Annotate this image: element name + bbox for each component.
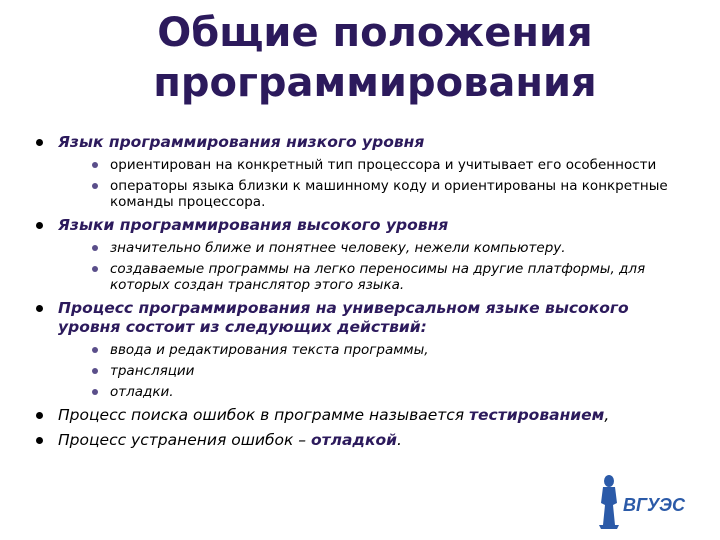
sub-bullet: ориентирован на конкретный тип процессора и учитывает его особенности [80, 157, 696, 173]
sub-bullet: операторы языка близки к машинному коду и ориентированы на конкретные команды процессора. [80, 178, 696, 210]
bullet-testing [36, 406, 696, 425]
bullet-text-end: , [604, 406, 610, 424]
bullet-heading: Процесс программирования на универсальном языке высокого уровня состоит из следующих действий: [58, 299, 629, 336]
sub-bullet: ввода и редактирования текста программы, [80, 342, 696, 358]
bullet-heading: Язык программирования низкого уровня [58, 133, 425, 151]
sub-list [58, 342, 696, 400]
sub-list [58, 157, 696, 210]
bullet-debugging [36, 431, 696, 450]
bullet-programming-process [36, 299, 696, 400]
bullet-heading: Языки программирования высокого уровня [58, 216, 449, 234]
vgues-logo-icon [597, 473, 693, 531]
sub-bullet: отладки. [80, 384, 696, 400]
sub-bullet: значительно ближе и понятнее человеку, нежели компьютеру. [80, 240, 696, 256]
bullet-highlight: тестированием [469, 406, 605, 424]
slide-content [36, 133, 696, 456]
bullet-high-level-languages [36, 216, 696, 293]
bullet-highlight: отладкой [310, 431, 397, 449]
bullet-text-end: . [396, 431, 402, 449]
bullet-list [36, 133, 696, 450]
logo-text: ВГУЭС [623, 495, 685, 515]
vgues-logo [597, 473, 693, 531]
bullet-low-level-language [36, 133, 696, 210]
bullet-text: Процесс поиска ошибок в программе называется [58, 406, 470, 424]
slide-title: Общие положения программирования [153, 10, 597, 106]
sub-bullet: создаваемые программы на легко переносимы на другие платформы, для которых создан транслятор этого языка. [80, 261, 696, 293]
bullet-text: Процесс устранения ошибок – [58, 431, 311, 449]
sub-list [58, 240, 696, 293]
sub-bullet: трансляции [80, 363, 696, 379]
